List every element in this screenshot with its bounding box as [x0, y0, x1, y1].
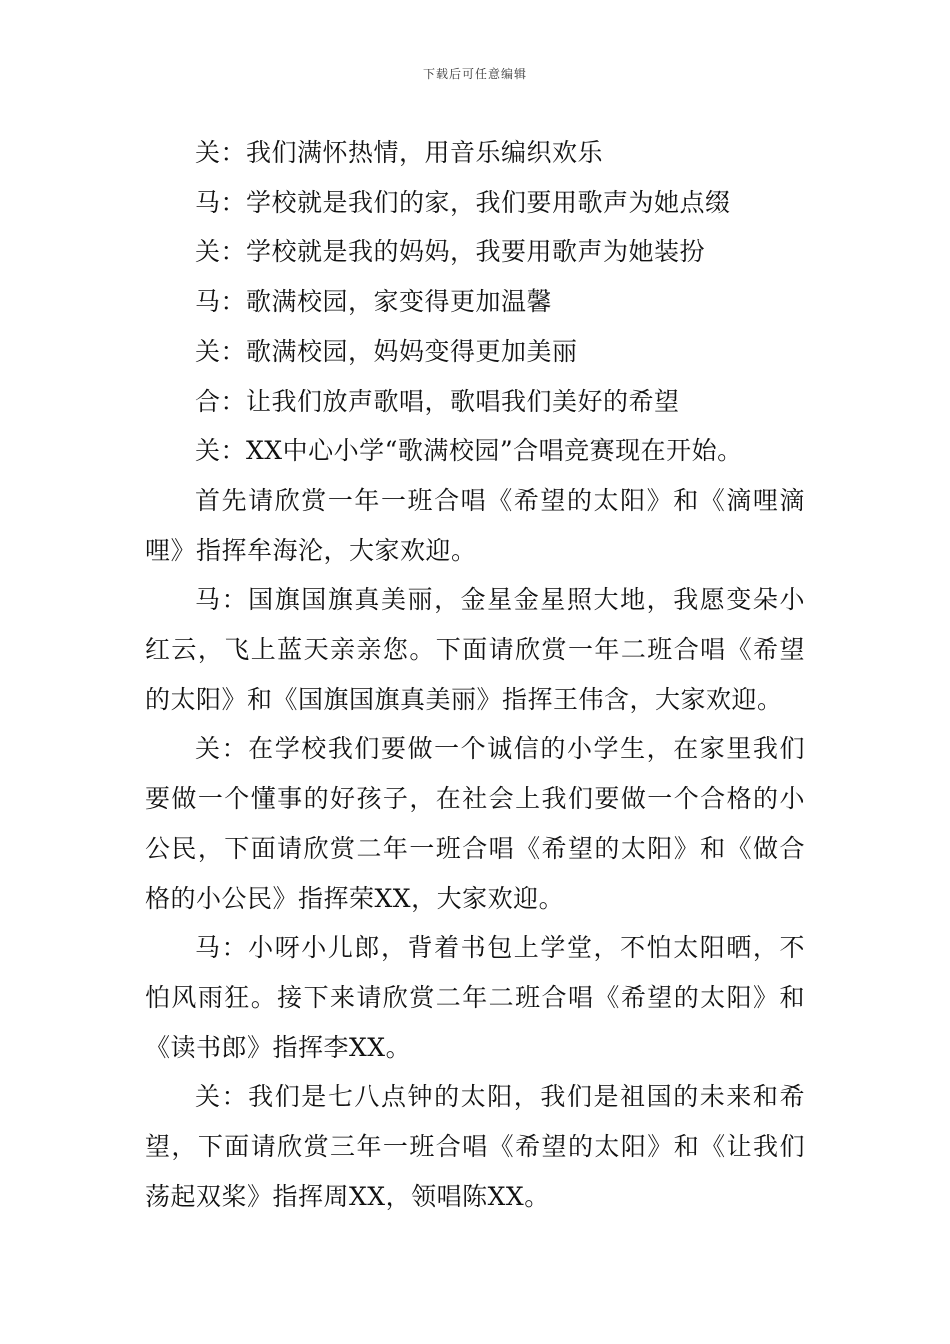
- paragraph: 关：我们满怀热情，用音乐编织欢乐: [195, 138, 604, 167]
- paragraph: 马：国旗国旗真美丽，金星金星照大地，我愿变朵小红云，飞上蓝天亲亲您。下面请欣赏一年二班合唱《希望的太阳》和《国旗国旗真美丽》指挥王伟含，大家欢迎。: [145, 585, 805, 714]
- paragraph: 马：学校就是我们的家，我们要用歌声为她点缀: [195, 187, 731, 217]
- paragraph: 关：歌满校园，妈妈变得更加美丽: [195, 336, 578, 366]
- paragraph: 马：小呀小儿郎，背着书包上学堂，不怕太阳晒，不怕风雨狂。接下来请欣赏二年二班合唱《希望的太阳》和《读书郎》指挥李XX。: [145, 933, 805, 1062]
- paragraph: 关：XX中心小学“歌满校园”合唱竞赛现在开始。: [195, 436, 743, 466]
- paragraph: 合：让我们放声歌唱，歌唱我们美好的希望: [195, 386, 680, 416]
- page-header: 下载后可任意编辑: [422, 67, 527, 81]
- paragraph: 关：在学校我们要做一个诚信的小学生，在家里我们要做一个懂事的好孩子，在社会上我们要做一个合格的小公民，下面请欣赏二年一班合唱《希望的太阳》和《做合格的小公民》指挥荣XX，大家欢迎。: [145, 734, 805, 913]
- document-body: [145, 128, 805, 1221]
- paragraph: 关：我们是七八点钟的太阳，我们是祖国的未来和希望，下面请欣赏三年一班合唱《希望的太阳》和《让我们荡起双桨》指挥周XX，领唱陈XX。: [145, 1082, 805, 1211]
- paragraph: 关：学校就是我的妈妈，我要用歌声为她装扮: [195, 237, 706, 267]
- paragraph: 首先请欣赏一年一班合唱《希望的太阳》和《滴哩滴哩》指挥牟海沦，大家欢迎。: [145, 485, 805, 565]
- paragraph: 马：歌满校园，家变得更加温馨: [195, 287, 553, 317]
